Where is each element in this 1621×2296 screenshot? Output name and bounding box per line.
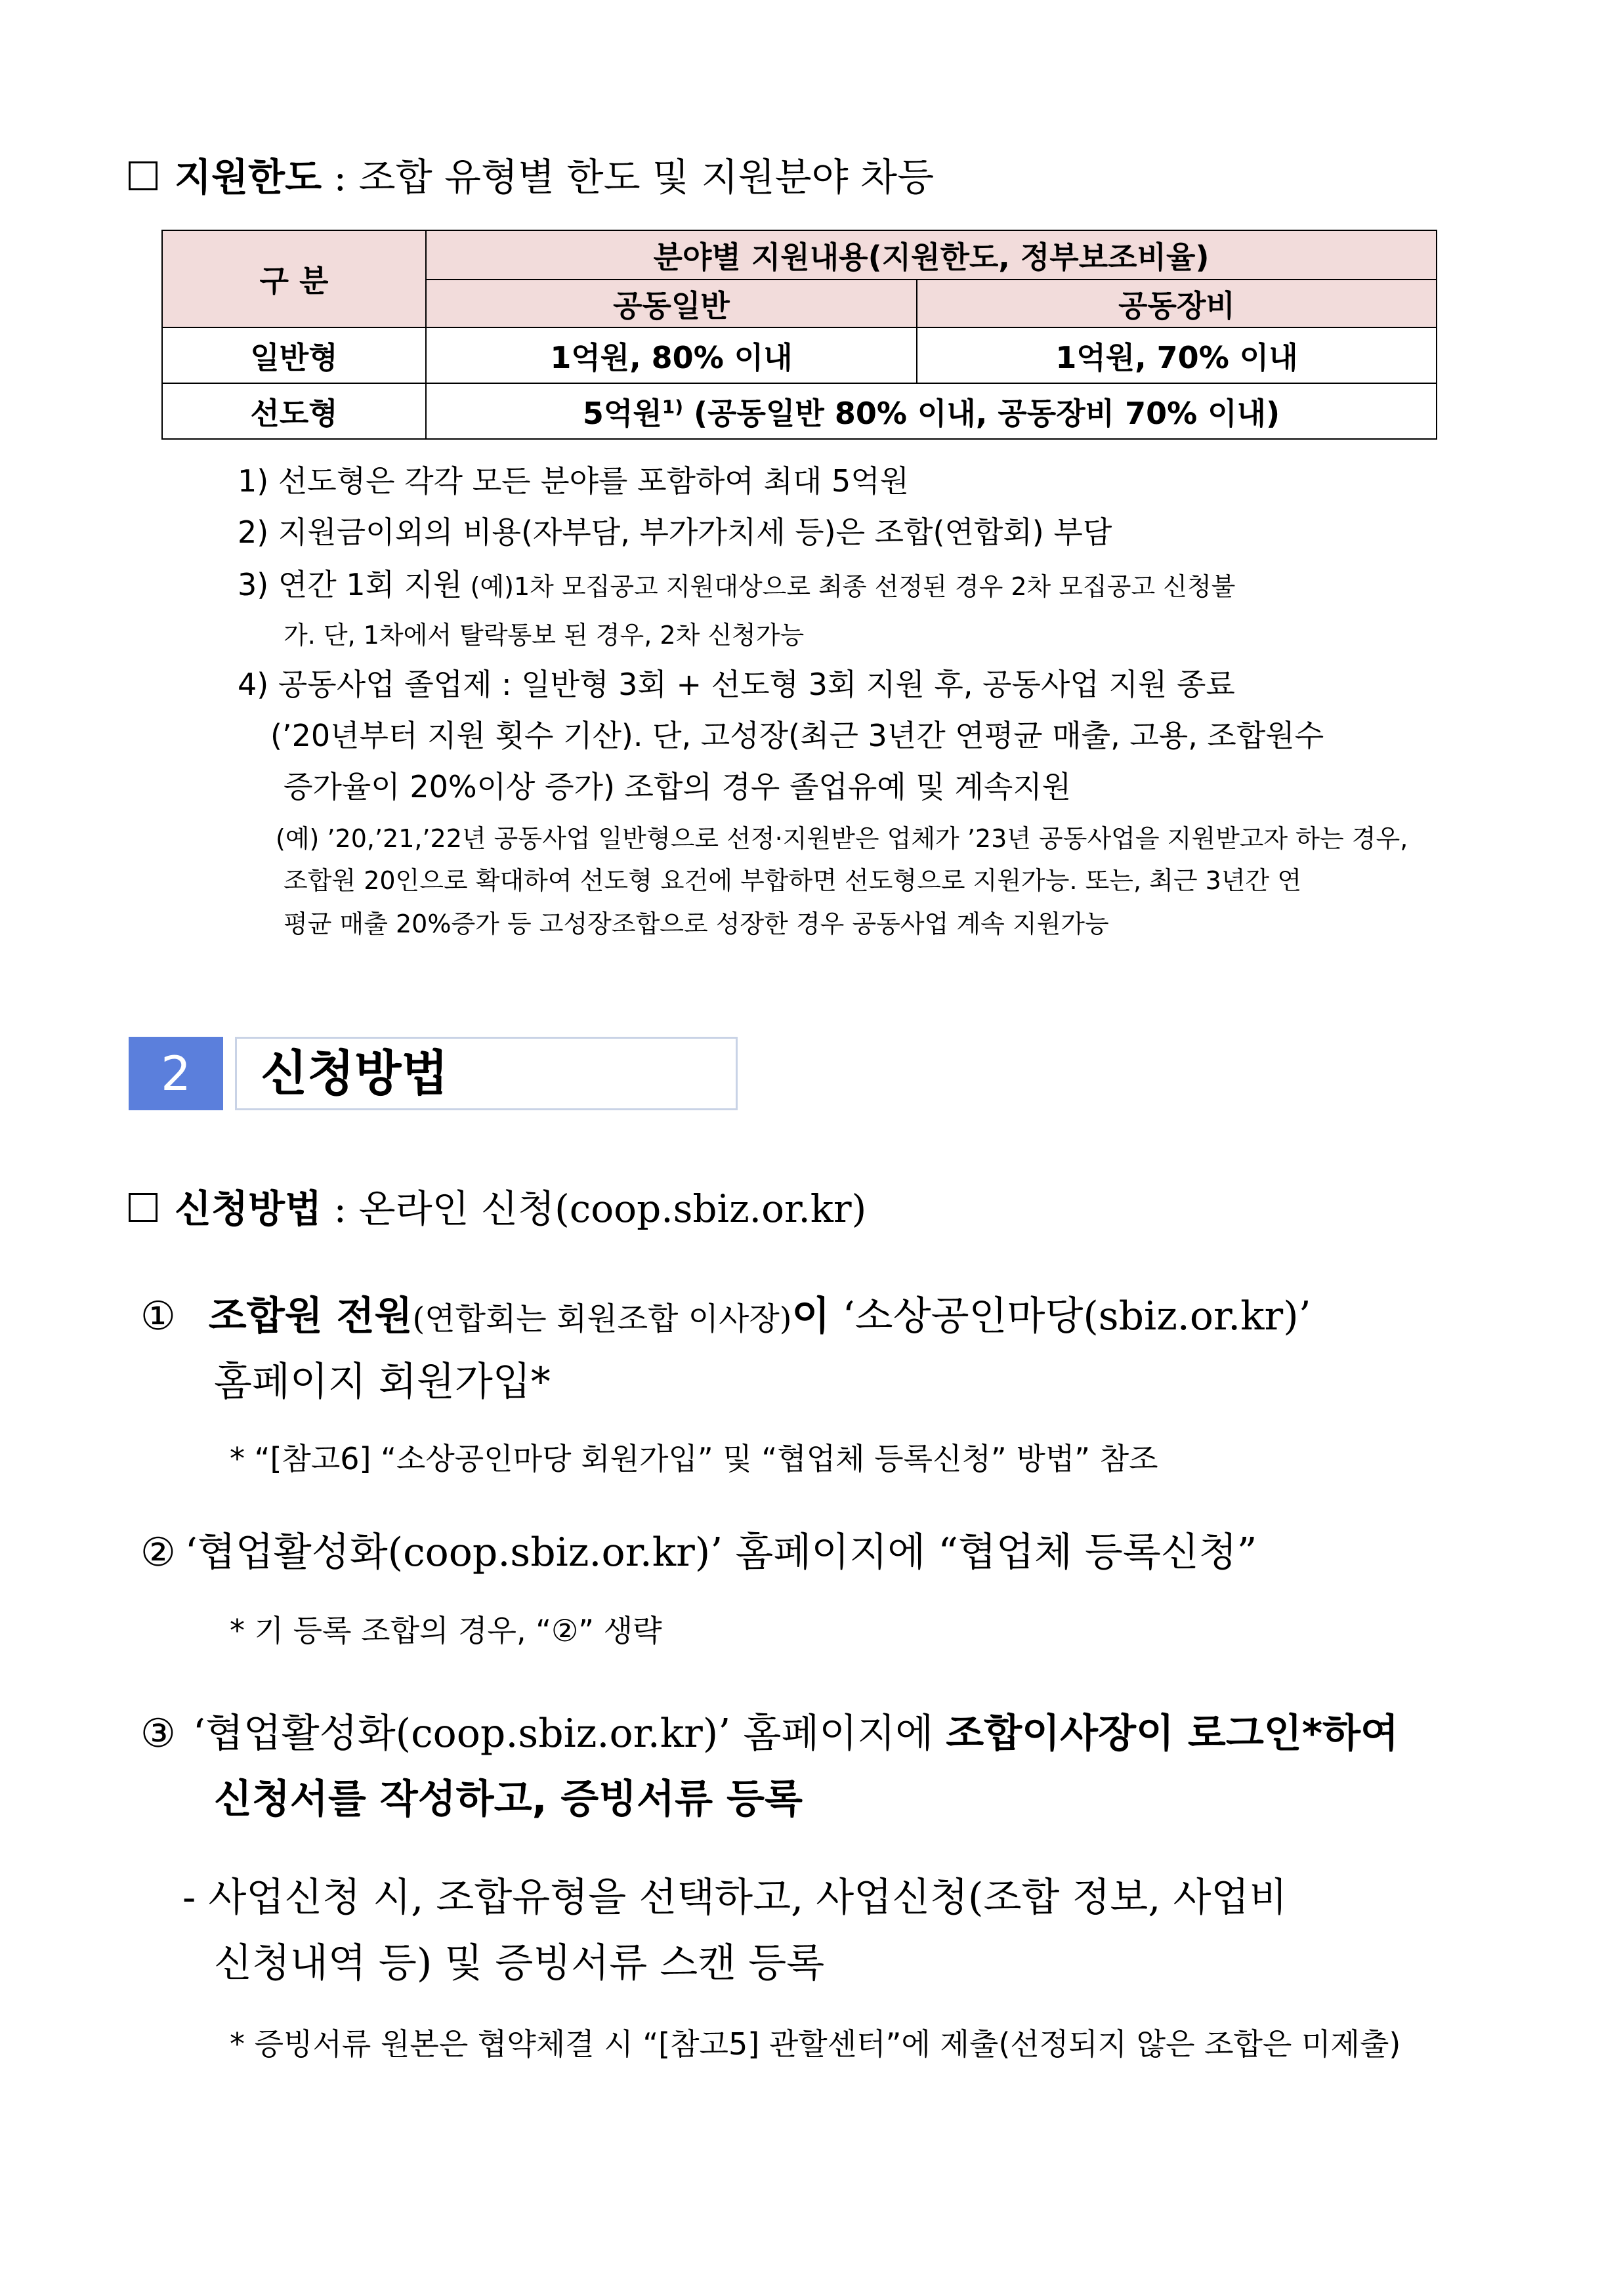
dash-item-line-1: - 사업신청 시, 조합유형을 선택하고, 사업신청(조합 정보, 사업비 xyxy=(182,1875,1288,1921)
support-limit-table xyxy=(161,230,1437,440)
note-4: 4) 공동사업 졸업제 : 일반형 3회 + 선도형 3회 지원 후, 공동사업 지원 종료 xyxy=(238,667,1235,702)
table-row xyxy=(162,383,1437,439)
example-line-2: 조합원 20인으로 확대하여 선도형 요건에 부합하면 선도형으로 지원가능. 또는, 최근 3년간 연 xyxy=(284,866,1302,895)
step-3-number: ③ xyxy=(140,1711,176,1757)
cell-equipment-amount: 1억원, 70% 이내 xyxy=(917,327,1437,383)
example-line-3: 평균 매출 20%증가 등 고성장조합으로 성장한 경우 공동사업 계속 지원가능 xyxy=(284,909,1109,938)
row-label-general: 일반형 xyxy=(162,327,426,383)
step-3-line-2: 신청서를 작성하고, 증빙서류 등록 xyxy=(214,1776,803,1822)
final-note: * 증빙서류 원본은 협약체결 시 “[참고5] 관할센터”에 제출(선정되지 않은 조합은 미제출) xyxy=(230,2026,1401,2062)
note-3: 3) 연간 1회 지원 (예)1차 모집공고 지원대상으로 최종 선정된 경우 2차 모집공고 신청불 xyxy=(238,567,1236,602)
example-line-1: (예) ’20,’21,’22년 공동사업 일반형으로 선정·지원받은 업체가 ’23년 공동사업을 지원받고자 하는 경우, xyxy=(276,824,1408,853)
section-title: 신청방법 xyxy=(235,1037,738,1110)
step-1: ① 조합원 전원(연합회는 회원조합 이사장)이 ‘소상공인마당(sbiz.or.kr)’ xyxy=(140,1293,1311,1339)
col-equipment: 공동장비 xyxy=(917,280,1437,327)
section-number: 2 xyxy=(129,1037,223,1110)
step-2-note: * 기 등록 조합의 경우, “②” 생략 xyxy=(230,1613,662,1648)
note-1: 1) 선도형은 각각 모든 분야를 포함하여 최대 5억원 xyxy=(238,463,910,499)
note-3-cont: 가. 단, 1차에서 탈락통보 된 경우, 2차 신청가능 xyxy=(284,621,805,650)
checkbox-square-icon xyxy=(129,1193,158,1222)
apply-method-desc: : 온라인 신청(coop.sbiz.or.kr) xyxy=(322,1186,867,1231)
note-4-cont-1: (’20년부터 지원 횟수 기산). 단, 고성장(최근 3년간 연평균 매출, 고용, 조합원수 xyxy=(270,718,1324,753)
col-general: 공동일반 xyxy=(426,280,917,327)
step-1-note: * “[참고6] “소상공인마당 회원가입” 및 “협업체 등록신청” 방법” 참조 xyxy=(230,1441,1158,1476)
col-gubun: 구 분 xyxy=(162,230,426,327)
checkbox-square-icon xyxy=(129,161,158,190)
step-3: ③ ‘협업활성화(coop.sbiz.or.kr)’ 홈페이지에 조합이사장이 로그인*하여 xyxy=(140,1711,1399,1757)
col-field-header: 분야별 지원내용(지원한도, 정부보조비율) xyxy=(426,230,1437,280)
note-2: 2) 지원금이외의 비용(자부담, 부가가치세 등)은 조합(연합회) 부담 xyxy=(238,514,1112,550)
cell-leading-amount: 5억원$^{1)}$ (공동일반 80% 이내, 공동장비 70% 이내) xyxy=(426,383,1437,439)
step-2: ② ‘협업활성화(coop.sbiz.or.kr)’ 홈페이지에 “협업체 등록신청” xyxy=(140,1530,1257,1576)
support-limit-heading xyxy=(129,155,934,201)
cell-general-amount: 1억원, 80% 이내 xyxy=(426,327,917,383)
apply-method-label: 신청방법 xyxy=(175,1186,322,1231)
dash-item-line-2: 신청내역 등) 및 증빙서류 스캔 등록 xyxy=(214,1940,825,1986)
step-1-number: ① xyxy=(140,1293,176,1339)
support-limit-desc: : 조합 유형별 한도 및 지원분야 차등 xyxy=(322,155,935,199)
row-label-leading: 선도형 xyxy=(162,383,426,439)
step-1-line-2: 홈페이지 회원가입* xyxy=(214,1359,551,1405)
table-row xyxy=(162,327,1437,383)
apply-method-heading xyxy=(129,1186,866,1232)
support-limit-label: 지원한도 xyxy=(175,155,322,199)
note-4-cont-2: 증가율이 20%이상 증가) 조합의 경우 졸업유예 및 계속지원 xyxy=(284,769,1072,804)
step-2-number: ② xyxy=(140,1530,176,1576)
